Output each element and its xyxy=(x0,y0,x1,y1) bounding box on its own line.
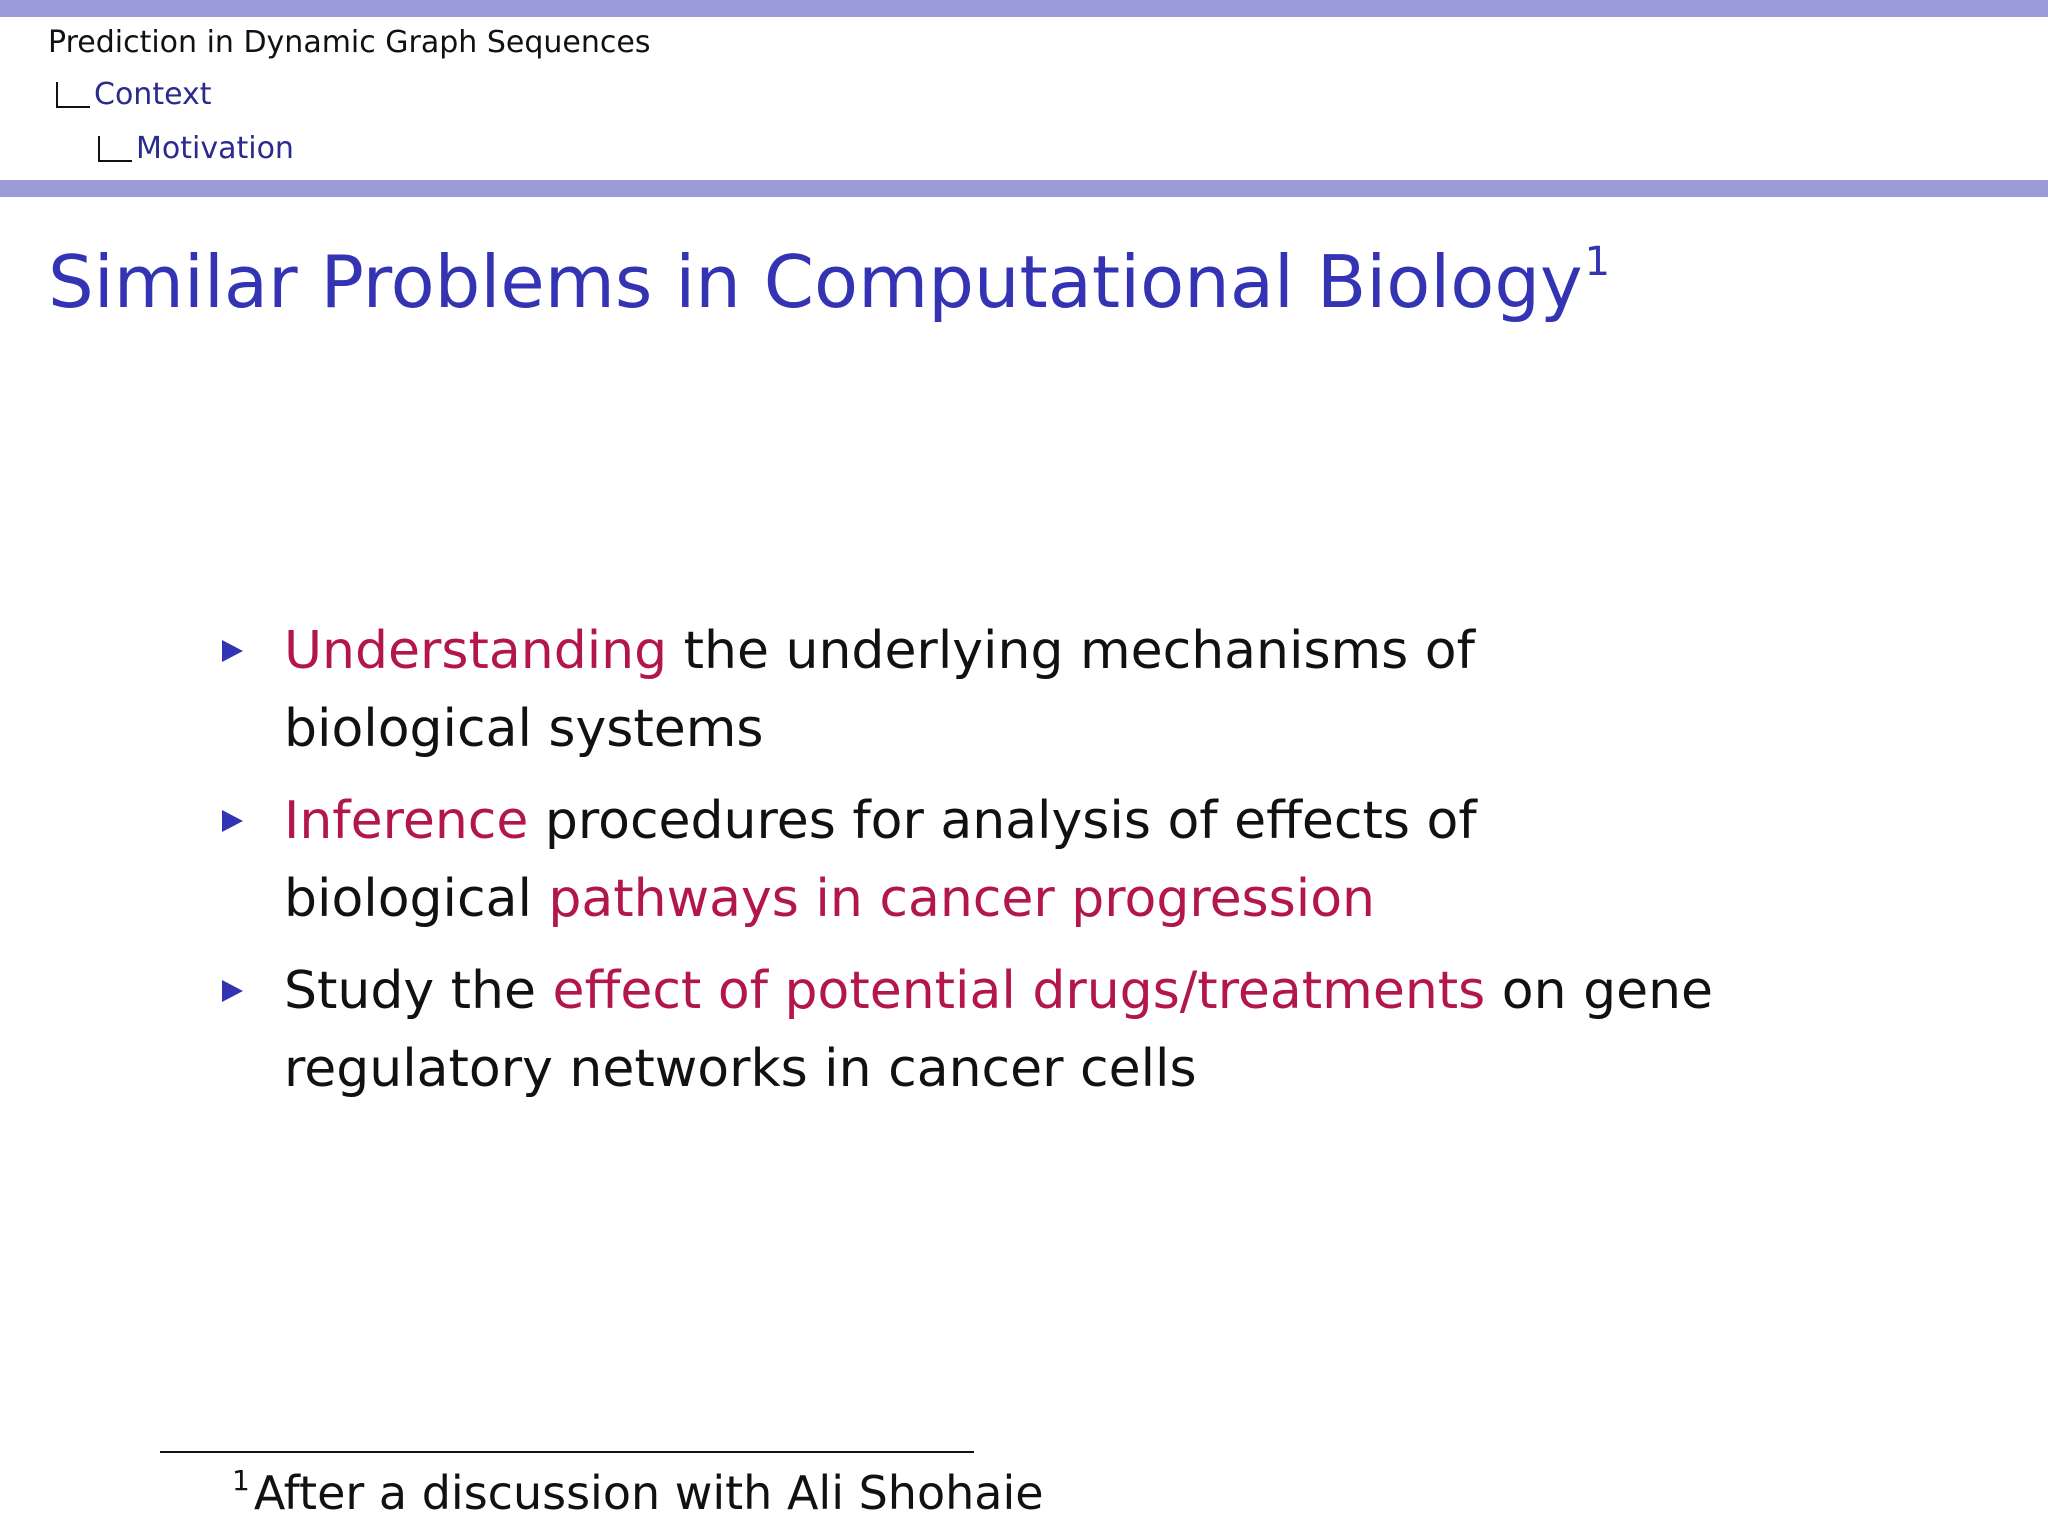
slide-title-text: Similar Problems in Computational Biology xyxy=(48,240,1583,324)
title-footnote-mark: 1 xyxy=(1584,239,1611,285)
bullet-item xyxy=(218,952,1738,1108)
triangle-bullet-icon xyxy=(222,980,243,1002)
footnote-mark: 1 xyxy=(232,1464,250,1497)
breadcrumb-section xyxy=(56,77,212,112)
bullet-text: procedures for analysis of effects of biological xyxy=(284,791,1477,929)
triangle-bullet-icon xyxy=(222,640,243,662)
bullet-text: on gene regulatory networks in cancer cells xyxy=(284,961,1714,1099)
bullet-highlight: Understanding xyxy=(284,621,668,681)
breadcrumb-subsection xyxy=(98,131,294,166)
tree-connector-icon xyxy=(98,136,132,162)
slide-title xyxy=(48,239,1611,324)
tree-connector-icon xyxy=(56,82,90,108)
header-top-bar xyxy=(0,0,2048,17)
footnote xyxy=(232,1464,1044,1520)
triangle-bullet-icon xyxy=(222,810,243,832)
bullet-item xyxy=(218,782,1738,938)
header-bottom-bar xyxy=(0,180,2048,197)
footnote-rule xyxy=(160,1451,974,1453)
bullet-highlight: Inference xyxy=(284,791,529,851)
subsection-label: Motivation xyxy=(136,131,294,166)
bullet-list xyxy=(218,612,1738,1122)
bullet-item xyxy=(218,612,1738,768)
presentation-title: Prediction in Dynamic Graph Sequences xyxy=(48,25,651,60)
bullet-highlight: effect of potential drugs/treatments xyxy=(552,961,1486,1021)
section-label: Context xyxy=(94,77,212,112)
footnote-text: After a discussion with Ali Shohaie xyxy=(253,1466,1044,1520)
bullet-highlight: pathways in cancer progression xyxy=(548,869,1375,929)
bullet-text: Study the xyxy=(284,961,553,1021)
bullet-text: the underlying mechanisms of biological systems xyxy=(284,621,1475,759)
